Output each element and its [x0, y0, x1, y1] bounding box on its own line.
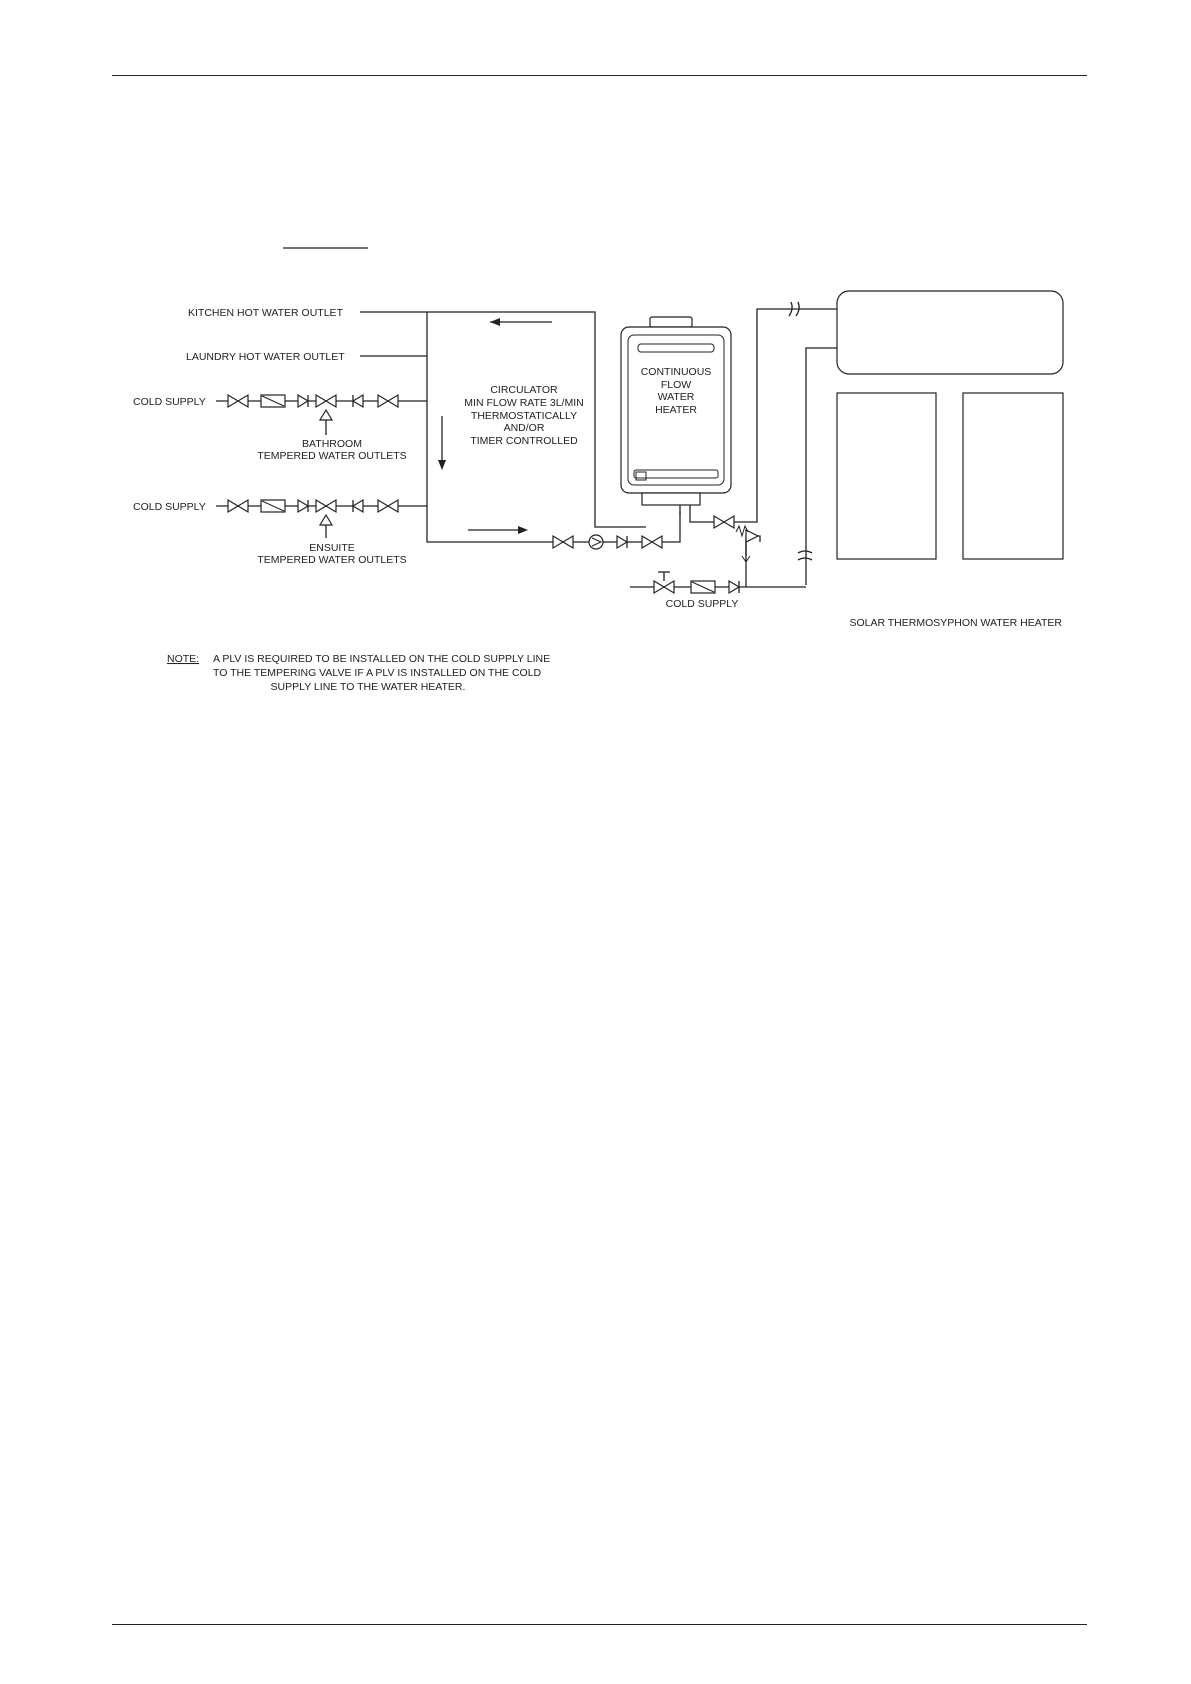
continuous-flow-water-heater [621, 317, 731, 514]
strainer-icon [261, 500, 285, 512]
svg-text:TIMER CONTROLLED: TIMER CONTROLLED [470, 435, 578, 447]
circulator-text [464, 384, 583, 447]
cold-feed-pipe [806, 348, 837, 585]
cold-supply-ensuite-label: COLD SUPPLY [133, 501, 206, 513]
bathroom-outlets-label: TEMPERED WATER OUTLETS [257, 450, 407, 462]
gate-valve-icon [642, 536, 662, 548]
gate-valve-icon [654, 581, 674, 593]
strainer-icon [691, 581, 715, 593]
note-line-3: SUPPLY LINE TO THE WATER HEATER. [270, 681, 466, 693]
isolation-valve-icon [714, 516, 734, 528]
svg-text:WATER: WATER [657, 391, 695, 403]
ensuite-label: ENSUITE [309, 542, 355, 554]
svg-text:HEATER: HEATER [655, 404, 697, 416]
solar-heater-label: SOLAR THERMOSYPHON WATER HEATER [849, 617, 1062, 629]
check-valve-icon [729, 581, 739, 593]
cold-supply-heater-label: COLD SUPPLY [665, 598, 739, 610]
note-label: NOTE: [167, 653, 200, 665]
svg-text:CONTINUOUS: CONTINUOUS [640, 366, 712, 378]
laundry-outlet-label: LAUNDRY HOT WATER OUTLET [186, 351, 345, 363]
tempering-valve-icon [316, 500, 336, 512]
gate-valve-icon [553, 536, 573, 548]
svg-text:FLOW: FLOW [660, 379, 692, 391]
circulator-pump-icon [589, 535, 603, 549]
svg-text:MIN FLOW RATE 3L/MIN: MIN FLOW RATE 3L/MIN [464, 397, 584, 409]
check-valve-icon [353, 500, 363, 512]
gate-valve-icon [378, 500, 398, 512]
kitchen-outlet-label: KITCHEN HOT WATER OUTLET [188, 307, 343, 319]
cold-supply-bathroom-label: COLD SUPPLY [133, 396, 206, 408]
break-symbol-icon [798, 551, 812, 560]
check-valve-icon [298, 395, 308, 407]
ensuite-outlets-label: TEMPERED WATER OUTLETS [257, 554, 407, 566]
svg-text:AND/OR: AND/OR [503, 422, 545, 434]
solar-thermosyphon-unit [837, 291, 1063, 559]
gate-valve-icon [378, 395, 398, 407]
check-valve-icon [298, 500, 308, 512]
svg-text:THERMOSTATICALLY: THERMOSTATICALLY [470, 410, 578, 422]
strainer-icon [261, 395, 285, 407]
check-valve-icon [617, 536, 627, 548]
tempering-valve-icon [316, 395, 336, 407]
svg-text:CIRCULATOR: CIRCULATOR [490, 384, 558, 396]
gate-valve-icon [228, 500, 248, 512]
note-line-2: TO THE TEMPERING VALVE IF A PLV IS INSTALLED ON THE COLD [213, 667, 542, 679]
note-line-1: A PLV IS REQUIRED TO BE INSTALLED ON THE COLD SUPPLY LINE [213, 653, 551, 665]
check-valve-icon [353, 395, 363, 407]
relief-valve-icon [736, 526, 758, 562]
bathroom-label: BATHROOM [302, 438, 362, 450]
gate-valve-icon [228, 395, 248, 407]
